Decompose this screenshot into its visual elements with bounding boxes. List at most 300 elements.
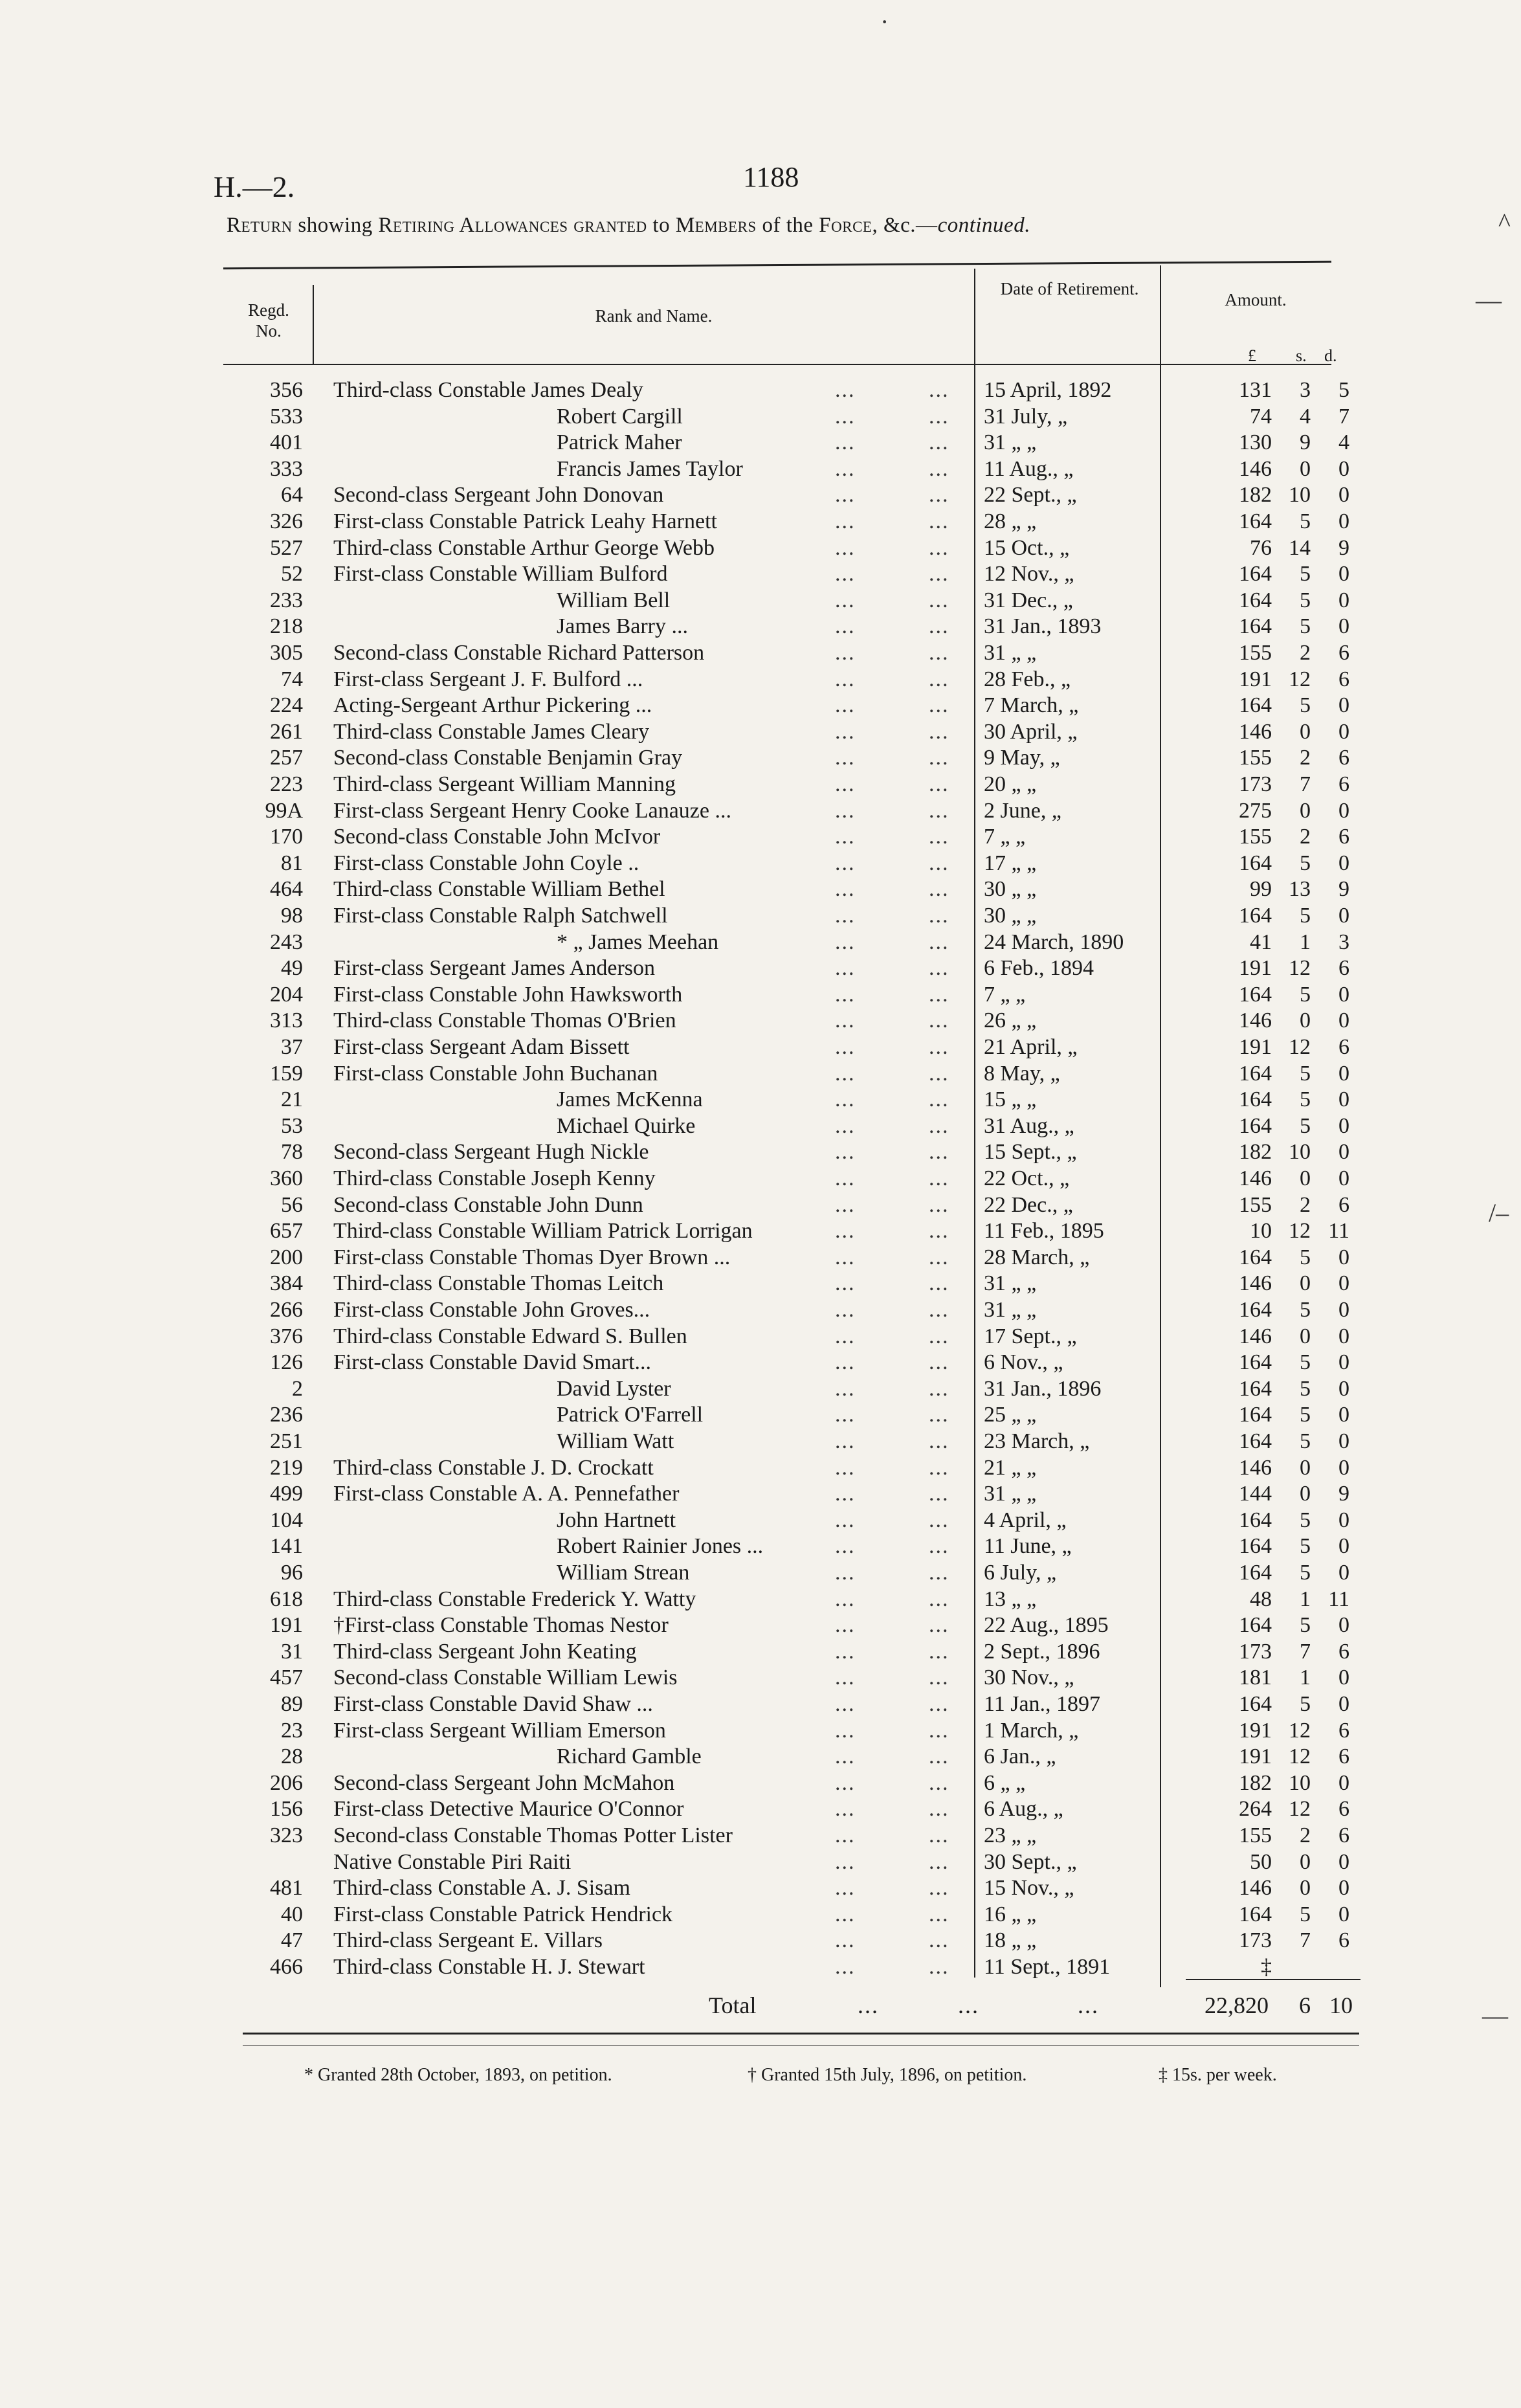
date-cell: 20 „ „	[984, 772, 1037, 796]
pounds-cell: 164	[1239, 904, 1272, 928]
leader-dots: ...	[929, 1508, 949, 1532]
pounds-cell: 146	[1239, 456, 1272, 481]
pence-cell: 0	[1338, 1613, 1349, 1638]
pence-cell: 6	[1338, 1928, 1349, 1953]
scan-mark: ·	[880, 7, 889, 36]
pence-cell: 0	[1338, 1324, 1349, 1348]
regd-no-cell: 223	[270, 772, 303, 796]
pence-cell: 9	[1338, 535, 1349, 560]
regd-no-cell: 257	[270, 746, 303, 770]
date-cell: 31 „ „	[984, 1271, 1037, 1296]
shillings-cell: 5	[1300, 1087, 1311, 1112]
total-label: Total	[709, 1992, 757, 2018]
pence-cell: 0	[1338, 1087, 1349, 1112]
shillings-cell: 7	[1300, 1928, 1311, 1953]
pence-cell: 5	[1338, 378, 1349, 402]
pence-cell: 0	[1338, 1061, 1349, 1086]
date-cell: 15 Nov., „	[984, 1876, 1074, 1901]
name-cell: Robert Rainier Jones ...	[557, 1534, 764, 1559]
date-cell: 30 Sept., „	[984, 1849, 1077, 1874]
regd-no-cell: 313	[270, 1009, 303, 1033]
date-cell: 31 Jan., 1893	[984, 614, 1102, 639]
shillings-cell: 5	[1300, 1403, 1311, 1427]
leader-dots: ...	[835, 798, 856, 823]
leader-dots: ...	[835, 693, 856, 718]
pence-cell: 0	[1338, 1166, 1349, 1190]
date-cell: 11 June, „	[984, 1534, 1072, 1559]
leader-dots: ...	[835, 535, 856, 560]
date-cell: 7 „ „	[984, 982, 1026, 1007]
leader-dots: ...	[835, 1745, 856, 1769]
pence-cell: 11	[1328, 1219, 1349, 1243]
shillings-cell: 0	[1300, 1166, 1311, 1190]
table-row	[0, 1218, 1521, 1244]
regd-no-cell: 99A	[265, 798, 303, 823]
total-dots: ...	[1078, 1992, 1099, 2018]
name-cell: First-class Constable John Groves...	[333, 1298, 650, 1322]
leader-dots: ...	[929, 746, 949, 770]
leader-dots: ...	[929, 641, 949, 665]
header-bottom-rule	[223, 364, 1331, 365]
pounds-cell: 164	[1239, 1087, 1272, 1112]
date-cell: 30 April, „	[984, 719, 1078, 744]
leader-dots: ...	[929, 1429, 949, 1453]
name-cell: John Hartnett	[557, 1508, 676, 1532]
regd-no-cell: 98	[281, 904, 303, 928]
date-cell: 31 „ „	[984, 1482, 1037, 1506]
name-cell: Patrick Maher	[557, 430, 682, 455]
shillings-cell: 0	[1300, 456, 1311, 481]
regd-no-cell: 261	[270, 719, 303, 744]
name-cell: Third-class Constable H. J. Stewart	[333, 1955, 645, 1979]
leader-dots: ...	[835, 1376, 856, 1401]
shillings-cell: 5	[1300, 509, 1311, 533]
shillings-cell: 2	[1300, 746, 1311, 770]
date-cell: 31 „ „	[984, 430, 1037, 455]
leader-dots: ...	[835, 877, 856, 902]
regd-no-cell: 89	[281, 1692, 303, 1716]
table-row	[0, 1533, 1521, 1559]
pounds-cell: 99	[1250, 877, 1272, 902]
leader-dots: ...	[929, 614, 949, 639]
pounds-cell: 164	[1239, 693, 1272, 718]
date-cell: 9 May, „	[984, 746, 1060, 770]
regd-no-cell: 233	[270, 588, 303, 612]
date-cell: 7 March, „	[984, 693, 1079, 718]
leader-dots: ...	[835, 1718, 856, 1743]
pounds-cell: 191	[1239, 667, 1272, 691]
leader-dots: ...	[835, 1666, 856, 1690]
pence-cell: 6	[1338, 641, 1349, 665]
name-cell: †First-class Constable Thomas Nestor	[333, 1613, 669, 1638]
leader-dots: ...	[929, 1561, 949, 1585]
table-row	[0, 1849, 1521, 1875]
name-cell: Second-class Constable John Dunn	[333, 1192, 643, 1217]
regd-no-cell: 533	[270, 404, 303, 429]
name-cell: Michael Quirke	[557, 1113, 696, 1138]
pounds-cell: 164	[1239, 851, 1272, 875]
date-cell: 15 „ „	[984, 1087, 1037, 1112]
leader-dots: ...	[929, 1403, 949, 1427]
pounds-cell: 48	[1250, 1587, 1272, 1611]
table-bottom-rule	[243, 2033, 1359, 2035]
leader-dots: ...	[929, 588, 949, 612]
pence-cell: 6	[1338, 1035, 1349, 1059]
scan-mark: —	[1482, 2001, 1508, 2030]
leader-dots: ...	[835, 667, 856, 691]
leader-dots: ...	[929, 456, 949, 481]
pence-cell: 6	[1338, 1745, 1349, 1769]
leader-dots: ...	[835, 825, 856, 849]
pence-cell: 9	[1338, 877, 1349, 902]
total-dots: ...	[858, 1992, 879, 2018]
leader-dots: ...	[835, 1797, 856, 1822]
scan-mark: —	[1476, 285, 1502, 315]
date-cell: 28 March, „	[984, 1245, 1090, 1269]
pounds-cell: 182	[1239, 1770, 1272, 1795]
regd-no-cell: 21	[281, 1087, 303, 1112]
name-cell: Third-class Constable William Patrick Lorrigan	[333, 1219, 753, 1243]
leader-dots: ...	[929, 1219, 949, 1243]
table-row	[0, 1770, 1521, 1796]
leader-dots: ...	[929, 930, 949, 954]
leader-dots: ...	[929, 1955, 949, 1979]
regd-no-cell: 305	[270, 641, 303, 665]
name-cell: First-class Sergeant Henry Cooke Lanauze ...	[333, 798, 731, 823]
pence-cell: 0	[1338, 1113, 1349, 1138]
title-part: of the	[756, 214, 819, 237]
pounds-cell: 164	[1239, 1376, 1272, 1401]
regd-no-cell: 141	[270, 1534, 303, 1559]
date-cell: 2 June, „	[984, 798, 1061, 823]
shillings-cell: 12	[1289, 667, 1311, 691]
name-cell: First-class Sergeant James Anderson	[333, 956, 656, 981]
table-row	[0, 456, 1521, 482]
leader-dots: ...	[835, 1639, 856, 1664]
table-row	[0, 377, 1521, 403]
leader-dots: ...	[835, 1350, 856, 1375]
leader-dots: ...	[835, 851, 856, 875]
leader-dots: ...	[929, 1245, 949, 1269]
name-cell: First-class Constable John Hawksworth	[333, 982, 683, 1007]
leader-dots: ...	[929, 719, 949, 744]
leader-dots: ...	[929, 1613, 949, 1638]
name-cell: William Strean	[557, 1561, 690, 1585]
regd-no-cell: 49	[281, 956, 303, 981]
shillings-cell: 13	[1289, 877, 1311, 902]
pounds-cell: 164	[1239, 1403, 1272, 1427]
name-cell: Third-class Constable Thomas O'Brien	[333, 1009, 676, 1033]
leader-dots: ...	[835, 1613, 856, 1638]
pounds-cell: 10	[1250, 1219, 1272, 1243]
leader-dots: ...	[835, 1061, 856, 1086]
shillings-cell: 1	[1300, 1666, 1311, 1690]
leader-dots: ...	[835, 1324, 856, 1348]
pounds-cell: 146	[1239, 1166, 1272, 1190]
name-cell: Second-class Constable John McIvor	[333, 825, 661, 849]
title-part: Members	[675, 214, 757, 237]
shillings-cell: 5	[1300, 851, 1311, 875]
regd-no-cell: 53	[281, 1113, 303, 1138]
leader-dots: ...	[929, 1140, 949, 1165]
footnote-asterisk: * Granted 28th October, 1893, on petition.	[304, 2065, 612, 2085]
pence-cell: 0	[1338, 509, 1349, 533]
table-row	[0, 929, 1521, 955]
leader-dots: ...	[929, 1876, 949, 1901]
leader-dots: ...	[929, 1192, 949, 1217]
table-row	[0, 1349, 1521, 1376]
regd-no-cell: 618	[270, 1587, 303, 1611]
table-row	[0, 561, 1521, 587]
shillings-cell: 5	[1300, 904, 1311, 928]
leader-dots: ...	[929, 1298, 949, 1322]
shillings-cell: 5	[1300, 1298, 1311, 1322]
leader-dots: ...	[929, 772, 949, 796]
leader-dots: ...	[929, 1666, 949, 1690]
pounds-cell: 76	[1250, 535, 1272, 560]
table-row	[0, 1638, 1521, 1665]
name-cell: First-class Constable John Buchanan	[333, 1061, 658, 1086]
name-cell: Second-class Sergeant John Donovan	[333, 483, 664, 507]
leader-dots: ...	[929, 535, 949, 560]
leader-dots: ...	[929, 877, 949, 902]
table-row	[0, 535, 1521, 561]
regd-no-cell: 78	[281, 1140, 303, 1165]
shillings-cell: 5	[1300, 693, 1311, 718]
leader-dots: ...	[835, 509, 856, 533]
date-cell: 11 Feb., 1895	[984, 1219, 1104, 1243]
table-row	[0, 613, 1521, 640]
regd-no-cell: 218	[270, 614, 303, 639]
table-row	[0, 1034, 1521, 1060]
regd-no-cell: 219	[270, 1455, 303, 1480]
pence-cell: 0	[1338, 1271, 1349, 1296]
leader-dots: ...	[929, 798, 949, 823]
table-row	[0, 1060, 1521, 1087]
table-top-rule	[223, 261, 1331, 269]
pounds-cell: 181	[1239, 1666, 1272, 1690]
pence-cell: 6	[1338, 1192, 1349, 1217]
shillings-cell: 0	[1300, 1324, 1311, 1348]
shillings-cell: 7	[1300, 1639, 1311, 1664]
pounds-cell: 155	[1239, 825, 1272, 849]
leader-dots: ...	[835, 430, 856, 455]
leader-dots: ...	[835, 1166, 856, 1190]
shillings-cell: 0	[1300, 1876, 1311, 1901]
pounds-cell: 173	[1239, 772, 1272, 796]
pounds-cell: 164	[1239, 982, 1272, 1007]
date-cell: 11 Jan., 1897	[984, 1692, 1101, 1716]
leader-dots: ...	[929, 1087, 949, 1112]
date-cell: 30 „ „	[984, 877, 1037, 902]
leader-dots: ...	[835, 483, 856, 507]
shillings-cell: 5	[1300, 1350, 1311, 1375]
date-cell: 22 Sept., „	[984, 483, 1077, 507]
table-row	[0, 1007, 1521, 1034]
shillings-cell: 14	[1289, 535, 1311, 560]
date-cell: 22 Dec., „	[984, 1192, 1073, 1217]
name-cell: First-class Constable Ralph Satchwell	[333, 904, 668, 928]
date-cell: 1 March, „	[984, 1718, 1079, 1743]
leader-dots: ...	[835, 1219, 856, 1243]
name-cell: Third-class Constable James Dealy	[333, 378, 643, 402]
regd-no-cell: 657	[270, 1219, 303, 1243]
pence-cell: 6	[1338, 825, 1349, 849]
pounds-cell: 130	[1239, 430, 1272, 455]
date-cell: 28 Feb., „	[984, 667, 1071, 691]
name-cell: Third-class Constable Edward S. Bullen	[333, 1324, 687, 1348]
title-part: Force	[819, 214, 872, 237]
name-cell: Third-class Constable A. J. Sisam	[333, 1876, 630, 1901]
pounds-cell: 275	[1239, 798, 1272, 823]
pence-cell: 6	[1338, 1823, 1349, 1847]
name-cell: First-class Constable Patrick Leahy Harnett	[333, 509, 717, 533]
pence-cell: 6	[1338, 772, 1349, 796]
name-cell: First-class Constable Thomas Dyer Brown ...	[333, 1245, 731, 1269]
leader-dots: ...	[835, 1955, 856, 1979]
name-cell: Francis James Taylor	[557, 456, 743, 481]
pence-cell: 0	[1338, 1770, 1349, 1795]
pounds-cell: 164	[1239, 1429, 1272, 1453]
column-header-date: Date of Retirement.	[1000, 279, 1139, 298]
leader-dots: ...	[835, 562, 856, 586]
date-cell: 11 Sept., 1891	[984, 1955, 1111, 1979]
title-part: Return	[227, 214, 293, 237]
date-cell: 23 March, „	[984, 1429, 1090, 1453]
table-row	[0, 403, 1521, 430]
pence-cell: 0	[1338, 982, 1349, 1007]
name-cell: First-class Constable John Coyle ..	[333, 851, 639, 875]
pounds-cell: 164	[1239, 1061, 1272, 1086]
leader-dots: ...	[835, 904, 856, 928]
date-cell: 17 Sept., „	[984, 1324, 1077, 1348]
pounds-cell: 146	[1239, 1009, 1272, 1033]
shillings-cell: 10	[1289, 1770, 1311, 1795]
leader-dots: ...	[835, 1561, 856, 1585]
pounds-cell: 164	[1239, 1508, 1272, 1532]
total-pounds: 22,820	[1205, 1992, 1269, 2018]
pounds-cell: 146	[1239, 1876, 1272, 1901]
date-cell: 31 Dec., „	[984, 588, 1073, 612]
table-row	[0, 955, 1521, 981]
date-cell: 15 April, 1892	[984, 378, 1112, 402]
pounds-symbol: £	[1248, 346, 1256, 365]
report-reference: H.—2.	[214, 170, 295, 203]
shillings-cell: 5	[1300, 982, 1311, 1007]
regd-no-cell: 23	[281, 1718, 303, 1743]
regd-no-cell: 2	[292, 1376, 303, 1401]
table-row	[0, 482, 1521, 508]
pence-cell: 0	[1338, 1849, 1349, 1874]
table-row	[0, 1586, 1521, 1612]
pence-cell: 4	[1338, 430, 1349, 455]
regd-no-cell: 204	[270, 982, 303, 1007]
pounds-cell: 131	[1239, 378, 1272, 402]
date-cell: 31 Aug., „	[984, 1113, 1074, 1138]
name-cell: Third-class Constable J. D. Crockatt	[333, 1455, 654, 1480]
leader-dots: ...	[835, 1508, 856, 1532]
pounds-cell: 164	[1239, 1350, 1272, 1375]
regd-no-cell: 74	[281, 667, 303, 691]
pounds-cell: 164	[1239, 1298, 1272, 1322]
date-cell: 31 Jan., 1896	[984, 1376, 1102, 1401]
leader-dots: ...	[929, 1376, 949, 1401]
leader-dots: ...	[929, 1455, 949, 1480]
date-cell: 7 „ „	[984, 825, 1026, 849]
shillings-cell: 0	[1300, 719, 1311, 744]
leader-dots: ...	[929, 1928, 949, 1953]
table-row	[0, 508, 1521, 535]
shillings-cell: 5	[1300, 1376, 1311, 1401]
title-part: , &c.—	[872, 214, 938, 237]
date-cell: 11 Aug., „	[984, 456, 1074, 481]
title-part: continued.	[937, 214, 1030, 237]
regd-no-cell: 52	[281, 562, 303, 586]
shillings-cell: 5	[1300, 562, 1311, 586]
table-row	[0, 429, 1521, 456]
pounds-cell: 155	[1239, 1823, 1272, 1847]
pounds-cell: 164	[1239, 1245, 1272, 1269]
table-row	[0, 587, 1521, 614]
leader-dots: ...	[835, 1298, 856, 1322]
pounds-cell: 164	[1239, 614, 1272, 639]
leader-dots: ...	[835, 614, 856, 639]
regd-no-cell: 224	[270, 693, 303, 718]
leader-dots: ...	[835, 1770, 856, 1795]
leader-dots: ...	[929, 667, 949, 691]
shillings-cell: 0	[1300, 798, 1311, 823]
regd-no-cell: 323	[270, 1823, 303, 1847]
pence-cell: 0	[1338, 1902, 1349, 1926]
shillings-cell: 5	[1300, 1061, 1311, 1086]
regd-no-cell: 126	[270, 1350, 303, 1375]
leader-dots: ...	[929, 825, 949, 849]
regd-no-cell: 156	[270, 1797, 303, 1822]
column-divider-no	[313, 285, 314, 364]
name-cell: Third-class Sergeant William Manning	[333, 772, 676, 796]
name-cell: Second-class Constable Richard Patterson	[333, 641, 705, 665]
pence-cell: 0	[1338, 456, 1349, 481]
leader-dots: ...	[835, 1455, 856, 1480]
table-row	[0, 1165, 1521, 1192]
shillings-cell: 5	[1300, 588, 1311, 612]
name-cell: Third-class Constable Arthur George Webb	[333, 535, 715, 560]
shillings-cell: 0	[1300, 1009, 1311, 1033]
shillings-cell: 10	[1289, 483, 1311, 507]
total-shillings: 6	[1299, 1992, 1311, 2018]
date-cell: 16 „ „	[984, 1902, 1037, 1926]
shillings-cell: 5	[1300, 1561, 1311, 1585]
date-cell: 2 Sept., 1896	[984, 1639, 1100, 1664]
pounds-cell: 146	[1239, 719, 1272, 744]
pounds-cell: 164	[1239, 1902, 1272, 1926]
pence-cell: 6	[1338, 1718, 1349, 1743]
pence-cell: 0	[1338, 1508, 1349, 1532]
regd-no-cell: 96	[281, 1561, 303, 1585]
pence-cell: 6	[1338, 746, 1349, 770]
scan-mark: /–	[1489, 1198, 1509, 1227]
regd-no-cell: 457	[270, 1666, 303, 1690]
pence-cell: 11	[1328, 1587, 1349, 1611]
shillings-cell: 4	[1300, 404, 1311, 429]
shillings-cell: 5	[1300, 1429, 1311, 1453]
pence-cell: 0	[1338, 851, 1349, 875]
leader-dots: ...	[929, 1166, 949, 1190]
leader-dots: ...	[929, 1482, 949, 1506]
name-cell: First-class Constable David Smart...	[333, 1350, 652, 1375]
table-row	[0, 640, 1521, 666]
pounds-cell: 191	[1239, 1035, 1272, 1059]
